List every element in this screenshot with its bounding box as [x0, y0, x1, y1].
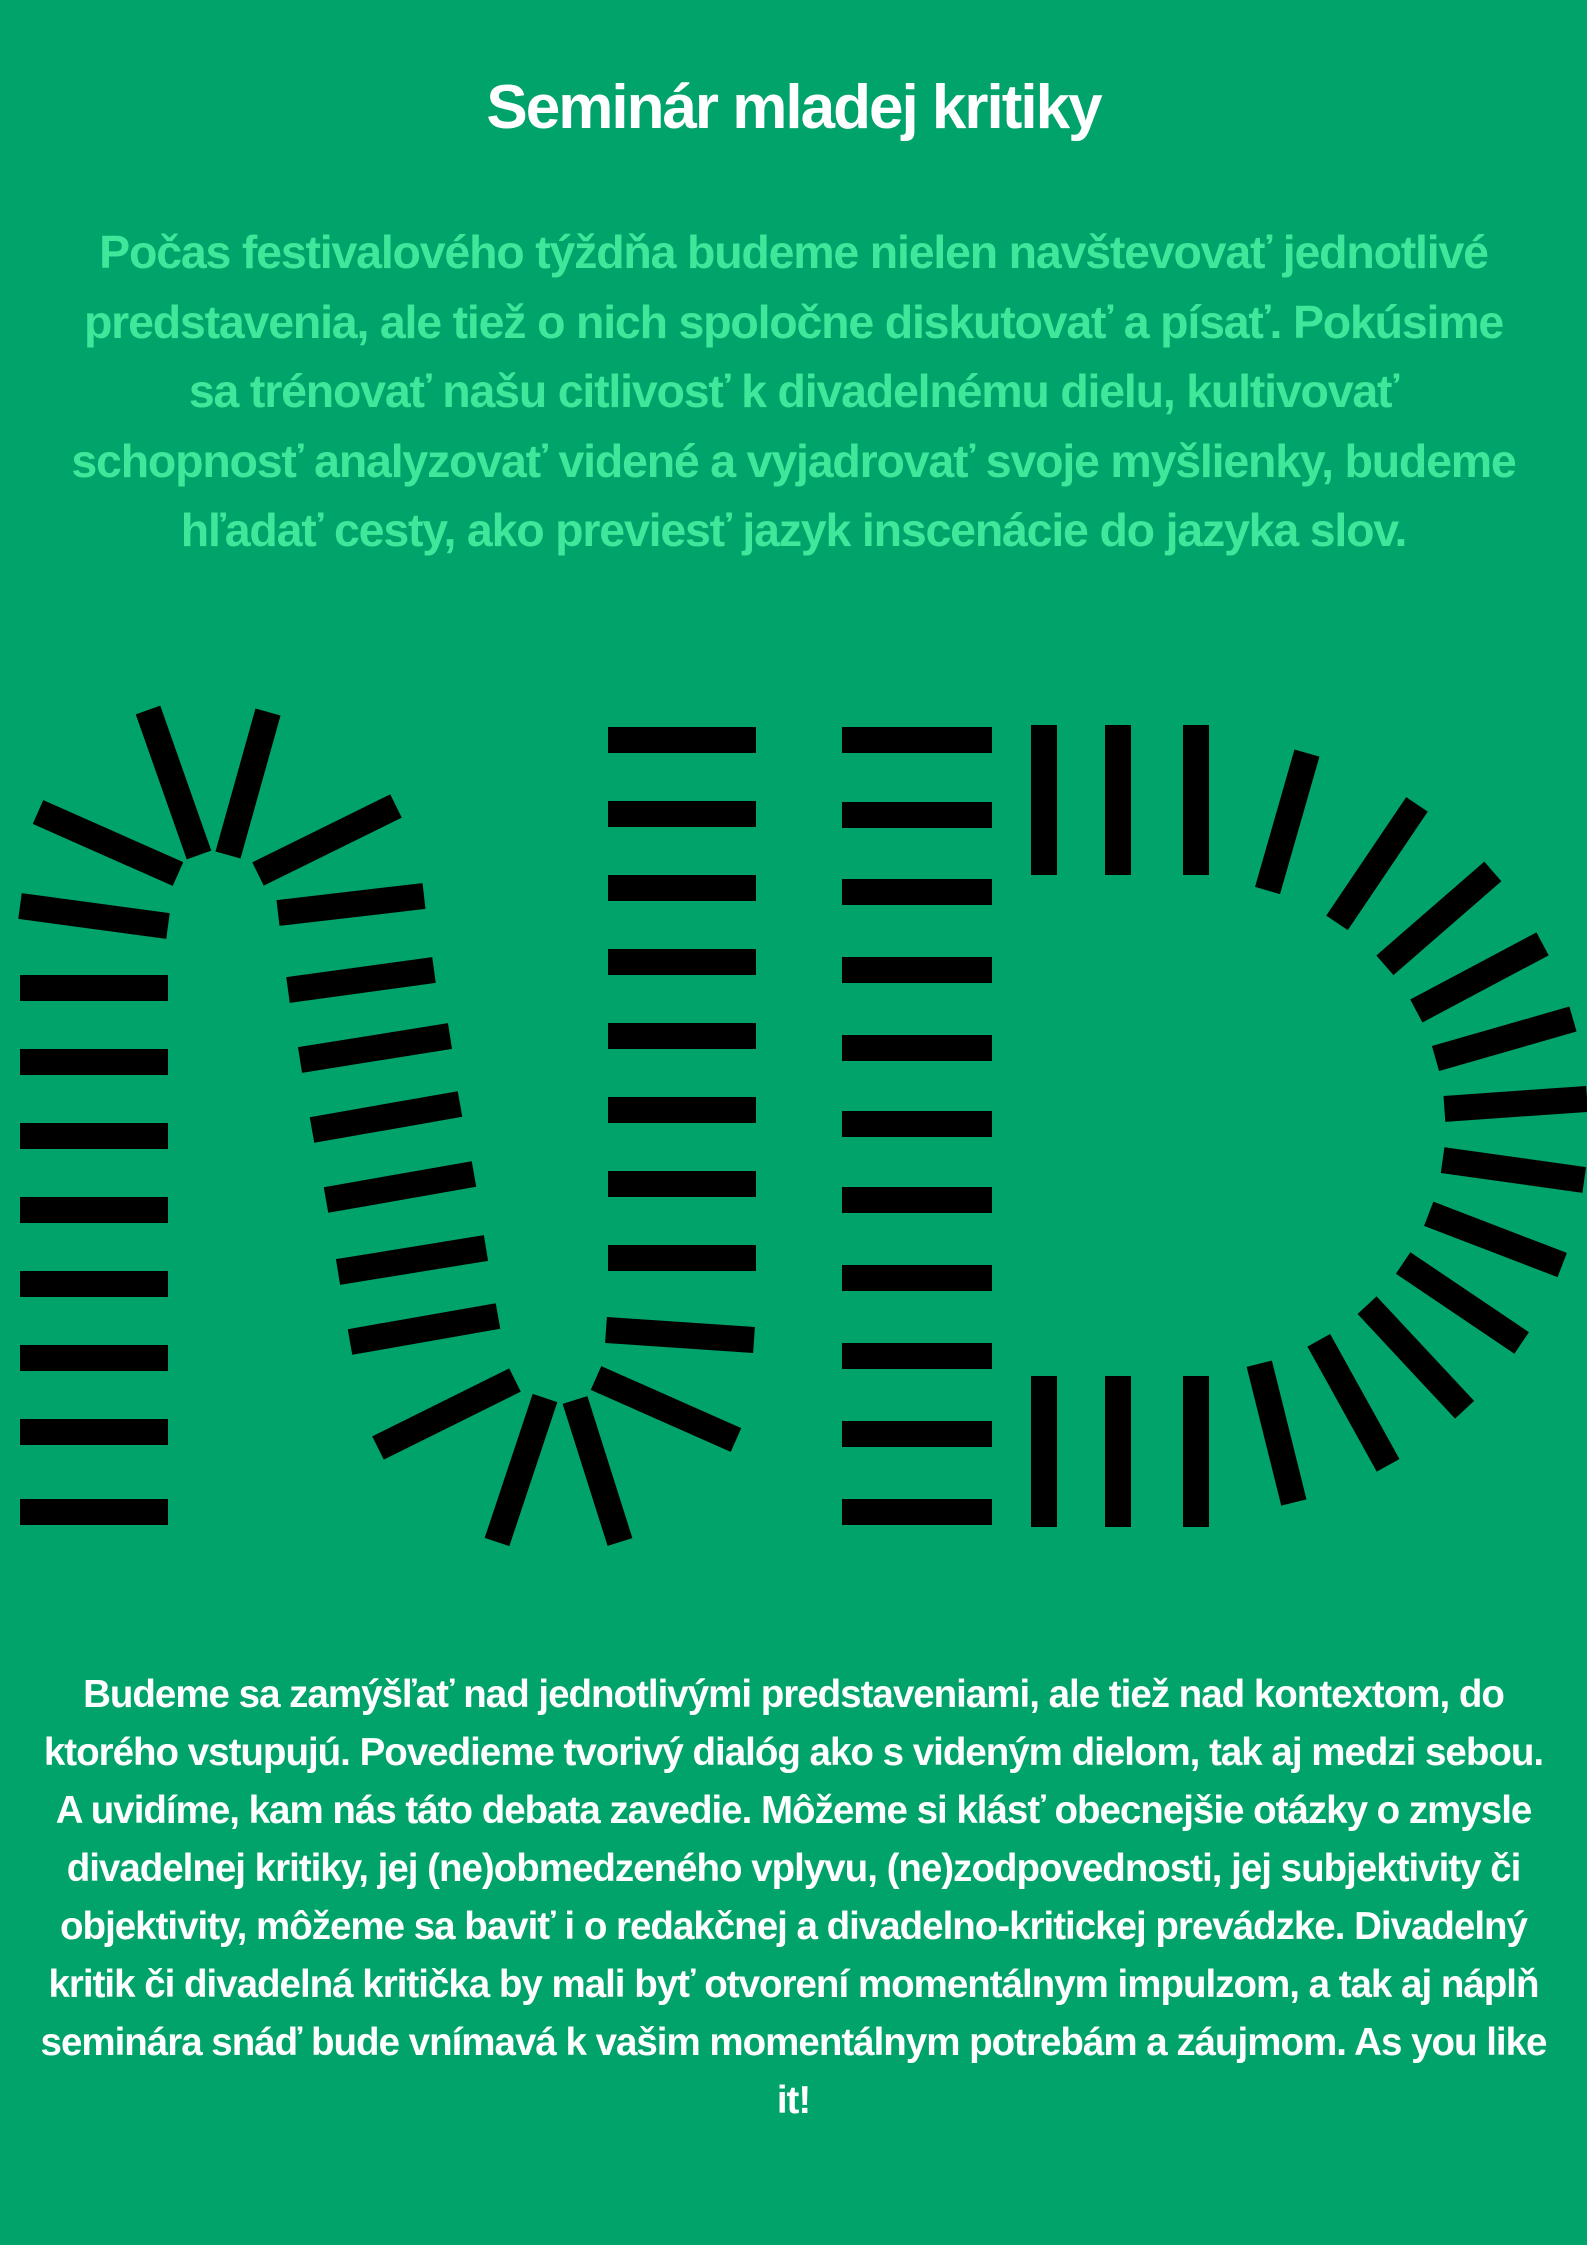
logo-bar-35 — [842, 879, 992, 905]
logo-bar-49 — [1183, 1376, 1209, 1527]
logo-bar-36 — [842, 957, 992, 983]
logo-bar-52 — [1376, 862, 1501, 975]
logo-bar-47 — [1031, 1376, 1057, 1527]
logo-bar-21 — [485, 1394, 558, 1546]
logo-bar-24 — [608, 727, 756, 753]
logo-bar-27 — [608, 949, 756, 975]
logo-bar-29 — [608, 1097, 756, 1123]
logo-bar-14 — [286, 957, 436, 1003]
logo-bar-25 — [608, 801, 756, 827]
logo-bar-38 — [842, 1111, 992, 1137]
logo-bar-56 — [1441, 1147, 1586, 1193]
logo-bar-19 — [348, 1303, 500, 1355]
logo-bar-50 — [1255, 749, 1319, 894]
logo-bar-53 — [1410, 932, 1548, 1022]
logo-bar-2 — [33, 800, 184, 886]
logo-bar-46 — [1183, 725, 1209, 875]
logo-bar-45 — [1105, 725, 1131, 875]
logo-bar-34 — [842, 802, 992, 828]
logo-bar-40 — [842, 1265, 992, 1291]
logo-bar-28 — [608, 1023, 756, 1049]
logo-bar-43 — [842, 1499, 992, 1525]
intro-paragraph: Počas festivalového týždňa budeme nielen navštevovať jednotlivé predstavenia, ale tiež o nich spoločne diskutovať a písať. Pokúsime sa trénovať našu citlivosť k divadelnému dielu, kultivovať schopnosť analyzovať videné a vyjadrovať svoje myšlienky, budeme hľadať cesty, ako previesť jazyk inscenácie do jazyka slov. — [71, 226, 1516, 556]
logo-bar-20 — [372, 1368, 521, 1459]
logo-bar-33 — [842, 727, 992, 753]
logo-bar-57 — [1424, 1202, 1567, 1278]
logo-bar-26 — [608, 875, 756, 901]
logo-bar-42 — [842, 1421, 992, 1447]
logo-bar-60 — [1307, 1334, 1399, 1472]
logo-bar-13 — [20, 1499, 168, 1525]
logo-bar-15 — [298, 1023, 452, 1073]
logo-bar-10 — [20, 1271, 168, 1297]
logo-bar-61 — [1247, 1361, 1307, 1506]
logo-bar-23 — [591, 1366, 742, 1452]
logo-bar-54 — [1432, 1007, 1577, 1071]
logo-bar-39 — [842, 1187, 992, 1213]
logo-bar-16 — [310, 1091, 462, 1143]
logo-bar-0 — [136, 706, 212, 860]
logo-bar-31 — [608, 1245, 756, 1271]
body-paragraph: Budeme sa zamýšľať nad jednotlivými predstaveniami, ale tiež nad kontextom, do ktorého vstupujú. Povedieme tvorivý dialóg ako s videným dielom, tak aj medzi sebou. A uvidíme, kam nás táto debata zavedie. Môžeme si klásť obecnejšie otázky o zmysle divadelnej kritiky, jej (ne)obmedzeného vplyvu, (ne)zodpovednosti, jej subjektivity či objektivity, môžeme sa baviť i o redakčnej a divadelno-kritickej prevádzke. Divadelný kritik či divadelná kritička by mali byť otvorení momentálnym impulzom, a tak aj náplň seminára snáď bude vnímavá k vašim momentálnym potrebám a záujmom. As you like it! — [40, 1673, 1547, 2122]
logo-bar-4 — [18, 893, 169, 939]
logo-bar-32 — [605, 1317, 755, 1353]
logo-bar-17 — [324, 1161, 476, 1213]
logo-bar-41 — [842, 1343, 992, 1369]
logo-bar-1 — [215, 708, 280, 858]
logo-bar-22 — [563, 1396, 633, 1546]
logo-bar-11 — [20, 1345, 168, 1371]
logo-bar-55 — [1443, 1086, 1587, 1122]
logo-bar-8 — [20, 1123, 168, 1149]
logo-bar-12 — [20, 1419, 168, 1445]
logo-bar-3 — [252, 794, 401, 885]
logo-bar-44 — [1031, 725, 1057, 875]
logo-bar-48 — [1105, 1376, 1131, 1527]
logo-bar-9 — [20, 1197, 168, 1223]
logo-bar-6 — [20, 975, 168, 1001]
dashed-letters-logo-icon — [0, 690, 1587, 1570]
logo-bar-18 — [336, 1235, 488, 1285]
logo-bar-30 — [608, 1171, 756, 1197]
logo-bar-37 — [842, 1035, 992, 1061]
logo-bar-7 — [20, 1049, 168, 1075]
logo-bar-5 — [276, 883, 425, 926]
page-title: Seminár mladej kritiky — [486, 73, 1101, 142]
logo-bar-51 — [1326, 797, 1428, 930]
